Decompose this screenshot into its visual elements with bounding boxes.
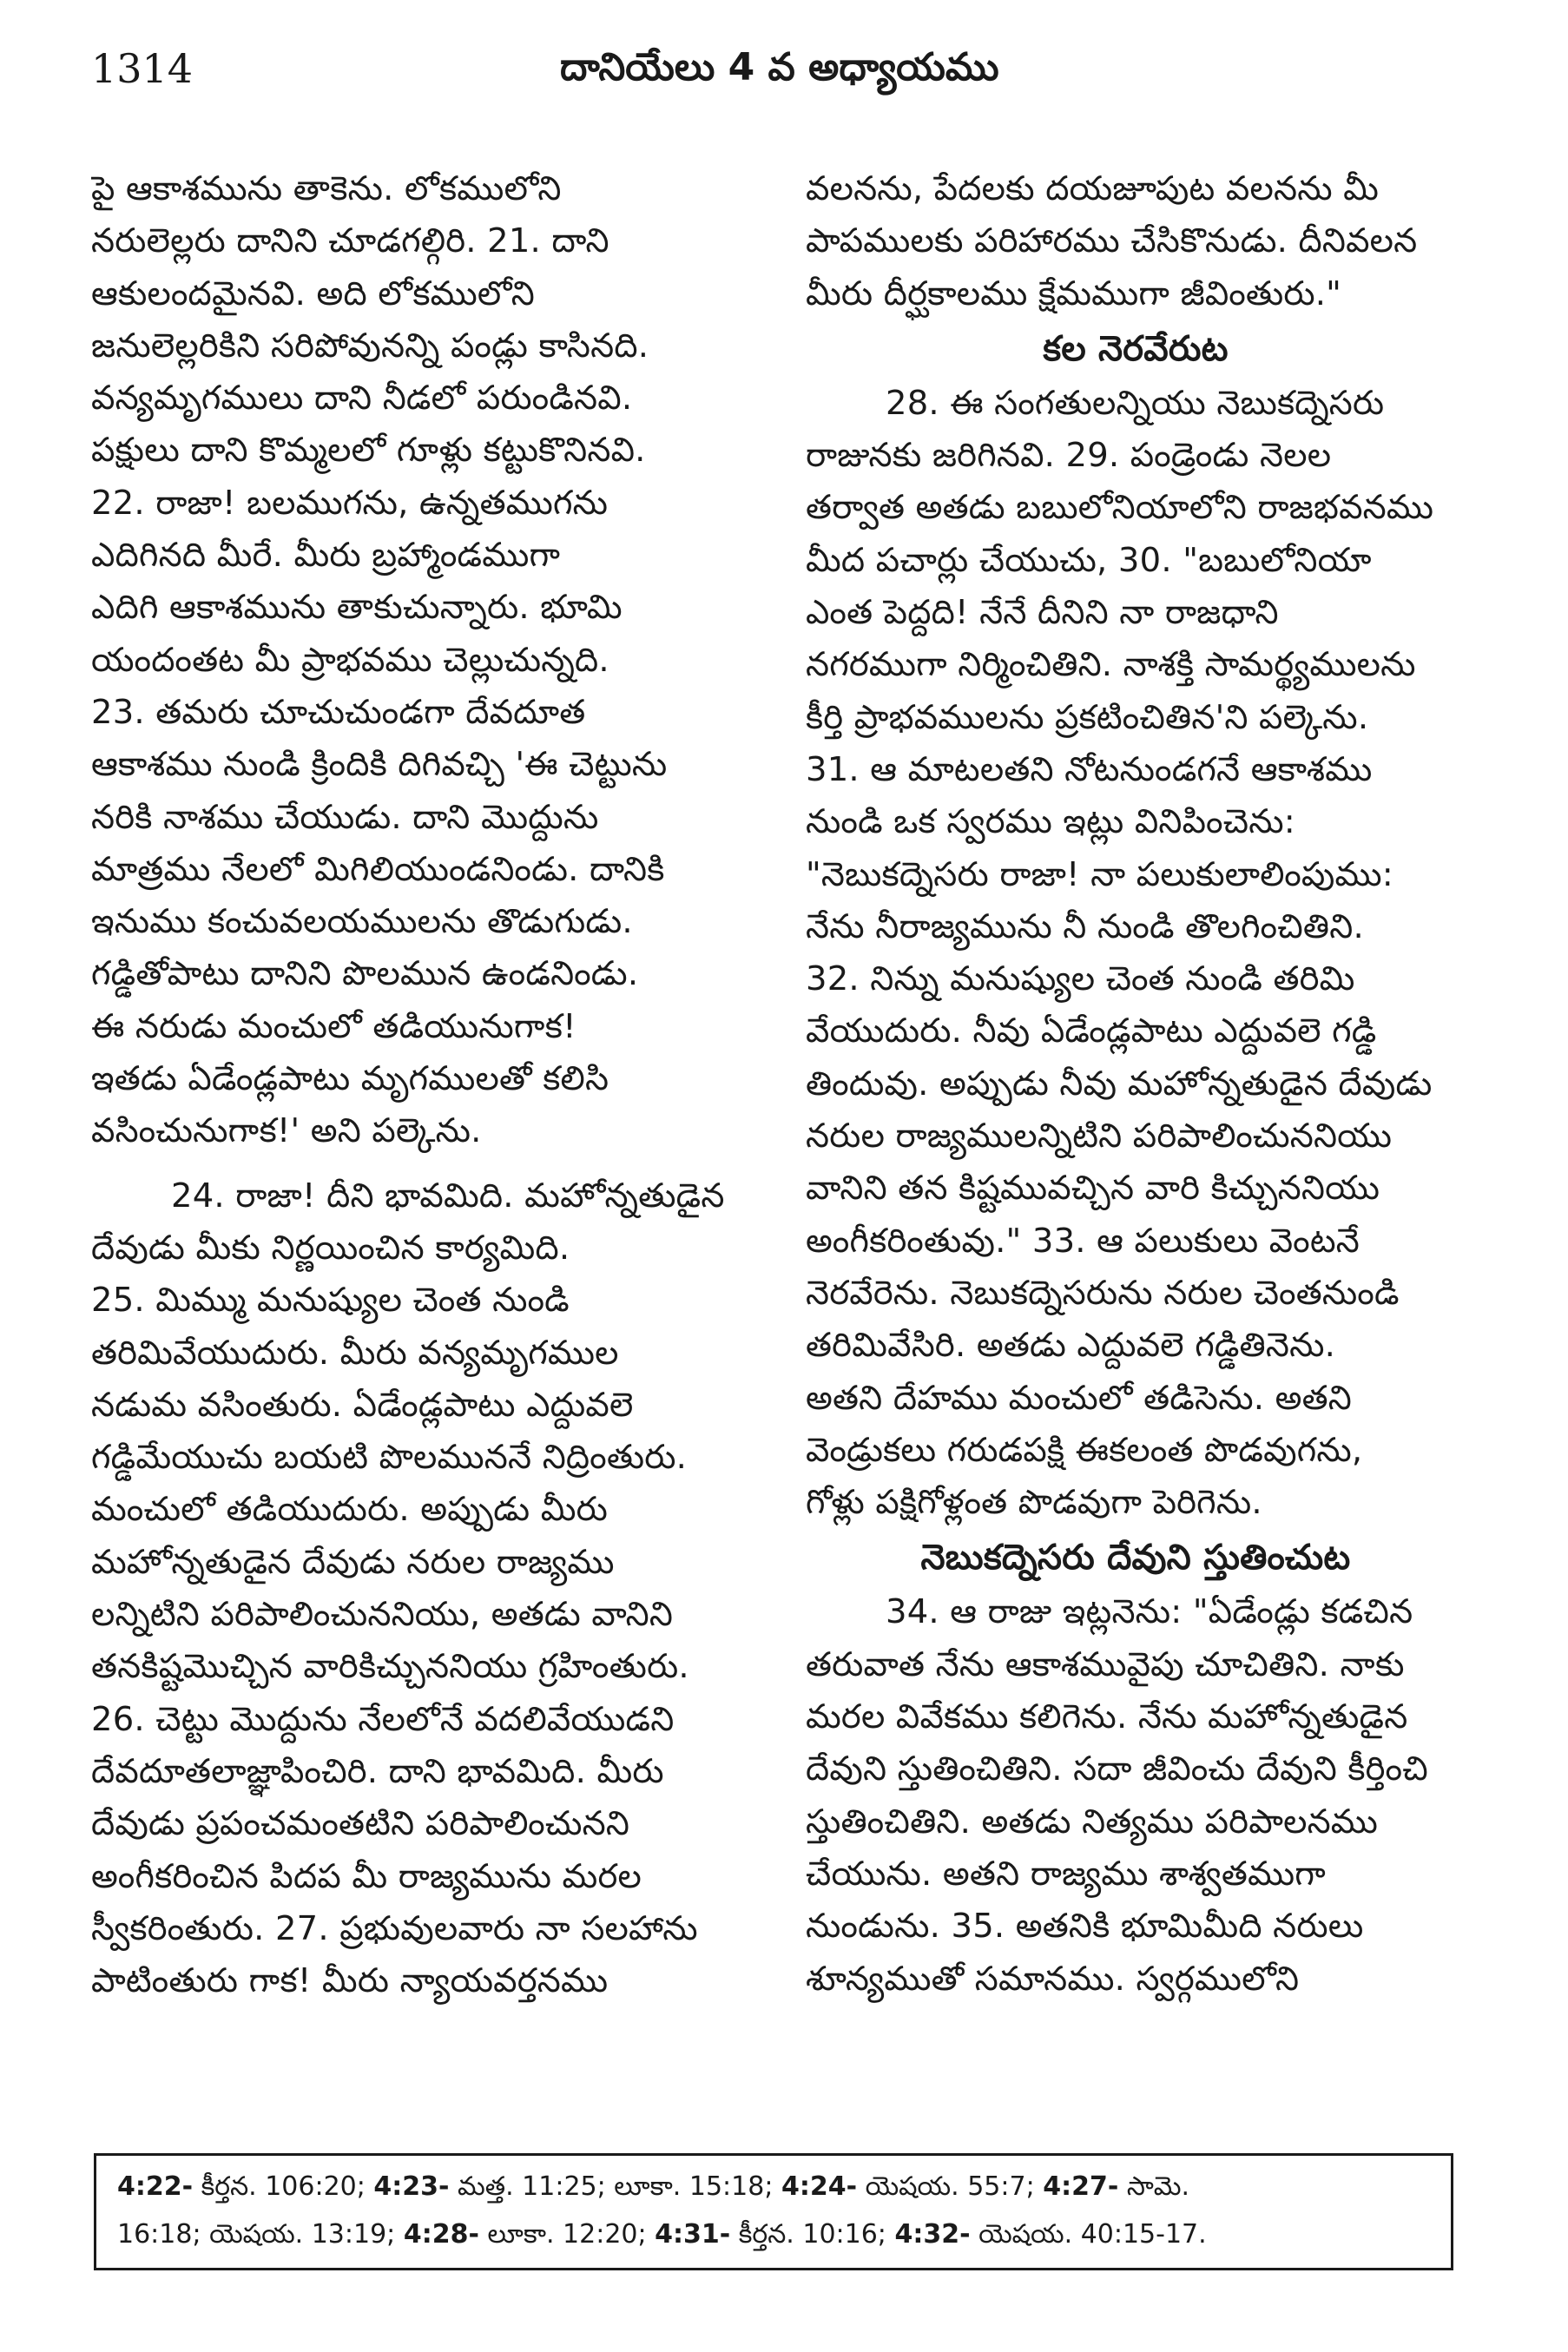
verse-ref: 4:28- [403,2219,479,2250]
reference-text: కీర్తన. 10:16; [730,2219,895,2250]
section-heading-dream-fulfilled: కల నెరవేరుట [1043,328,1229,369]
text-line: స్తుతించితిని. అతడు నిత్యము పరిపాలనము [806,1802,1379,1841]
text-line: వేయుదురు. నీవు ఏడేండ్లపాటు ఎద్దువలె గడ్డి [806,1011,1377,1051]
text-line: దేవుని స్తుతించితిని. సదా జీవించు దేవుని కీర్తించి [806,1749,1428,1789]
text-line: పక్షులు దాని కొమ్మలలో గూళ్లు కట్టుకొనినవి. [91,431,646,471]
text-line: నరులెల్లరు దానిని చూడగల్గిరి. 21. దాని [91,221,609,261]
verse-ref: 4:27- [1043,2171,1119,2202]
text-line: మాత్రము నేలలో మిగిలియుండనిండు. దానికి [91,849,665,889]
text-line: మరల వివేకము కలిగెను. నేను మహోన్నతుడైన [806,1697,1408,1737]
text-line: నెరవేరెను. నెబుకద్నెసరును నరుల చెంతనుండి [806,1273,1400,1313]
footnote-line [117,2163,1430,2210]
text-line: ఈ నరుడు మంచులో తడియునుగాక! [91,1006,576,1046]
verse-ref: 4:22- [117,2171,194,2202]
text-line: పాపములకు పరిహారము చేసికొనుడు. దీనివలన [806,221,1418,261]
text-line: చేయును. అతని రాజ్యము శాశ్వతముగా [806,1854,1326,1894]
text-line: నుండును. 35. అతనికి భూమిమీది నరులు [806,1907,1364,1947]
text-line: తనకిష్టమొచ్చిన వారికిచ్చుననియు గ్రహింతురు. [91,1647,689,1687]
text-line: వసించునుగాక!' అని పల్కెను. [91,1111,482,1151]
text-line: పై ఆకాశమును తాకెను. లోకములోని [91,169,562,208]
text-line: గడ్డిమేయుచు బయటి పొలముననే నిద్రింతురు. [91,1438,688,1478]
text-line: వలనను, పేదలకు దయజూపుట వలనను మీ [806,169,1380,208]
text-line: పాటింతురు గాక! మీరు న్యాయవర్తనము [91,1961,609,2001]
text-line: అతని దేహము మంచులో తడిసెను. అతని [806,1378,1353,1418]
reference-text: సామె. [1118,2171,1190,2202]
text-line: ఎంత పెద్దది! నేనే దీనిని నా రాజధాని [806,593,1279,633]
text-line: "నెబుకద్నెసరు రాజా! నా పలుకులాలింపుము: [806,854,1393,894]
text-line: ఇనుము కంచువలయములను తొడుగుడు. [91,902,633,942]
text-line: తర్వాత అతడు బబులోనియాలోని రాజభవనము [806,488,1434,528]
text-line: 22. రాజా! బలముగను, ఉన్నతముగను [91,483,609,523]
text-line: 25. మిమ్ము మనుష్యుల చెంత నుండి [91,1281,570,1321]
text-line: తరిమివేసిరి. అతడు ఎద్దువలె గడ్డితినెను. [806,1326,1336,1366]
text-line: అంగీకరించిన పిదప మీ రాజ్యమును మరల [91,1856,642,1896]
text-line: 24. రాజా! దీని భావమిది. మహోన్నతుడైన [171,1176,725,1216]
page-header [91,45,1480,106]
verse-ref: 4:32- [894,2219,971,2250]
text-line: నరుల రాజ్యములన్నిటిని పరిపాలించుననియు [806,1117,1393,1156]
text-line: నరికి నాశము చేయుడు. దాని మొద్దును [91,797,599,837]
text-line: మీద పచార్లు చేయుచు, 30. "బబులోనియా [806,540,1372,580]
text-line: తరువాత నేను ఆకాశమువైపు చూచితిని. నాకు [806,1644,1405,1684]
text-line: రాజునకు జరిగినవి. 29. పండ్రెండు నెలల [806,436,1332,476]
verse-ref: 4:23- [373,2171,450,2202]
reference-text: మత్త. 11:25; లూకా. 15:18; [449,2171,781,2202]
right-column [806,163,1466,2006]
text-line: ఆకులందమైనవి. అది లోకములోని [91,273,536,313]
text-line: నడుమ వసింతురు. ఏడేండ్లపాటు ఎద్దువలె [91,1385,634,1425]
text-line: వానిని తన కిష్టమువచ్చిన వారి కిచ్చుననియు [806,1169,1380,1209]
text-line: ఎదిగి ఆకాశమును తాకుచున్నారు. భూమి [91,588,623,628]
reference-text: కీర్తన. 106:20; [193,2171,374,2202]
verse-ref: 4:31- [655,2219,731,2250]
text-line: మంచులో తడియుదురు. అప్పుడు మీరు [91,1490,608,1530]
running-title: దానియేలు 4 వ అధ్యాయము [560,45,999,89]
text-line: ఇతడు ఏడేండ్లపాటు మృగములతో కలిసి [91,1059,609,1099]
text-line: దేవుడు ప్రపంచమంతటిని పరిపాలించునని [91,1804,630,1844]
text-line: 32. నిన్ను మనుష్యుల చెంత నుండి తరిమి [806,959,1355,999]
text-line: మీరు దీర్ఘకాలము క్షేమముగా జీవింతురు." [806,273,1342,313]
text-line: దేవదూతలాజ్ఞాపించిరి. దాని భావమిది. మీరు [91,1751,664,1791]
text-line: వన్యమృగములు దాని నీడలో పరుండినవి. [91,379,633,418]
footnote-line [117,2210,1430,2258]
reference-text: 16:18; యెషయ. 13:19; [117,2219,404,2250]
text-line: నగరముగా నిర్మించితిని. నాశక్తి సామర్థ్యములను [806,645,1416,685]
text-line: నేను నీరాజ్యమును నీ నుండి తొలగించితిని. [806,906,1364,946]
text-line: నుండి ఒక స్వరము ఇట్లు వినిపించెను: [806,802,1295,842]
text-line: 28. ఈ సంగతులన్నియు నెబుకద్నెసరు [886,383,1385,423]
page-number: 1314 [91,45,194,92]
text-line: గడ్డితోపాటు దానిని పొలమున ఉండనిండు. [91,954,639,994]
left-column [91,163,751,2007]
text-line: దేవుడు మీకు నిర్ణయించిన కార్యమిది. [91,1228,570,1268]
text-line: ఎదిగినది మీరే. మీరు బ్రహ్మాండముగా [91,536,561,576]
text-line: యందంతట మీ ప్రాభవము చెల్లుచున్నది. [91,640,609,680]
text-line: లన్నిటిని పరిపాలించుననియు, అతడు వానిని [91,1595,674,1635]
text-line: తిందువు. అప్పుడు నీవు మహోన్నతుడైన దేవుడు [806,1064,1433,1104]
section-heading-praise: నెబుకద్నెసరు దేవుని స్తుతించుట [920,1538,1351,1578]
text-line: జనులెల్లరికిని సరిపోవునన్ని పండ్లు కాసినది. [91,326,649,366]
text-line: మహోన్నతుడైన దేవుడు నరుల రాజ్యము [91,1542,615,1582]
text-line: 34. ఆ రాజు ఇట్లనెను: "ఏడేండ్లు కడచిన [886,1592,1413,1632]
text-line: తరిమివేయుదురు. మీరు వన్యమృగముల [91,1333,619,1373]
text-line: అంగీకరింతువు." 33. ఆ పలుకులు వెంటనే [806,1221,1360,1261]
text-line: ఆకాశము నుండి క్రిందికి దిగివచ్చి 'ఈ చెట్టును [91,745,668,785]
reference-text: యెషయ. 40:15-17. [970,2219,1207,2250]
reference-text: యెషయ. 55:7; [857,2171,1044,2202]
text-line: వెండ్రుకలు గరుడపక్షి ఈకలంత పొడవుగను, [806,1430,1363,1470]
text-line: 23. తమరు చూచుచుండగా దేవదూత [91,692,586,732]
cross-reference-box [94,2153,1453,2270]
text-line: కీర్తి ప్రాభవములను ప్రకటించితిన'ని పల్కెను. [806,697,1369,737]
text-line: 26. చెట్టు మొద్దును నేలలోనే వదలివేయుడని [91,1699,675,1739]
text-line: స్వీకరింతురు. 27. ప్రభువులవారు నా సలహాను [91,1908,698,1948]
reference-text: లూకా. 12:20; [478,2219,656,2250]
text-line: శూన్యముతో సమానము. స్వర్గములోని [806,1959,1300,1999]
verse-ref: 4:24- [781,2171,858,2202]
text-line: గోళ్లు పక్షిగోళ్లంత పొడవుగా పెరిగెను. [806,1483,1262,1523]
text-line: 31. ఆ మాటలతని నోటనుండగనే ఆకాశము [806,749,1373,789]
